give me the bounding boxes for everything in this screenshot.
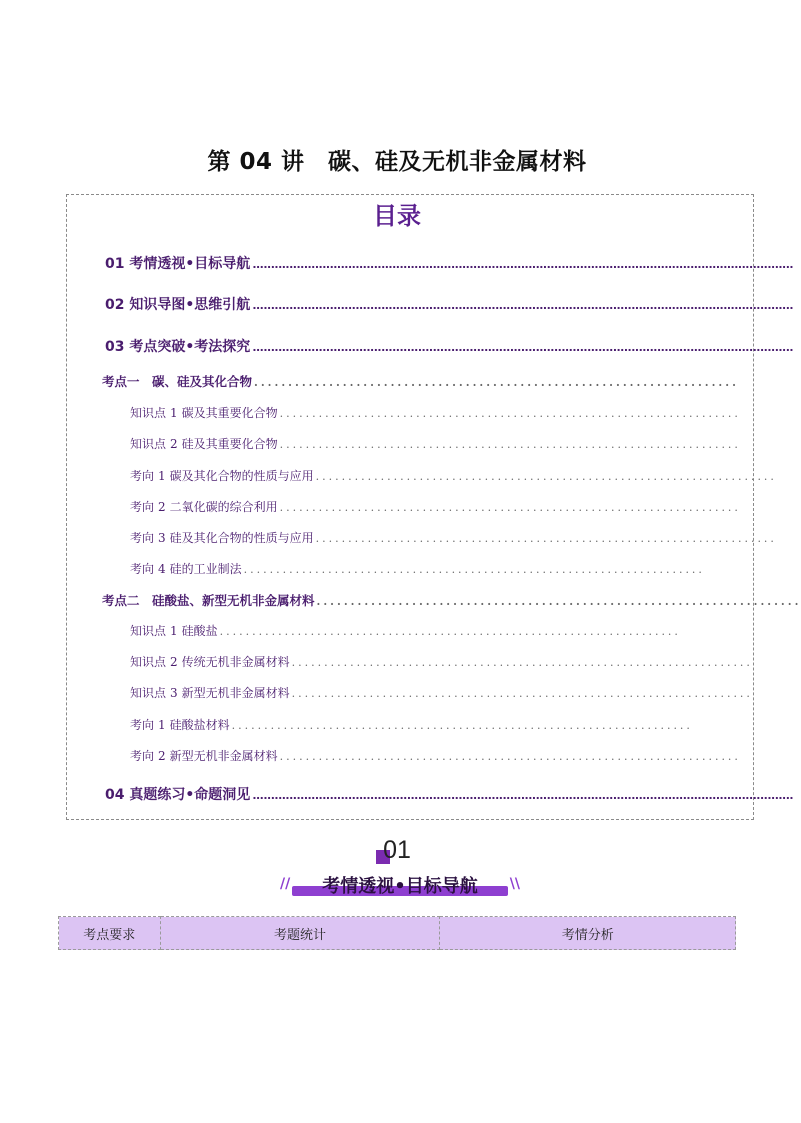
toc-item[interactable]	[130, 435, 741, 452]
banner-slash-left: //	[280, 876, 291, 892]
toc-leader-dots: ...................................................................................................................................................	[252, 258, 794, 271]
toc-item[interactable]	[130, 560, 719, 577]
toc-point-label: 考点一 碳、硅及其化合物	[102, 374, 253, 389]
toc-section-03[interactable]	[105, 336, 794, 356]
toc-item-number: 3	[158, 531, 166, 545]
toc-item-number: 2	[170, 437, 178, 451]
toc-item-number: 2	[158, 500, 166, 514]
toc-point-label: 考点二 硅酸盐、新型无机非金属材料	[102, 593, 315, 608]
toc-item-prefix: 知识点	[130, 686, 167, 700]
lesson-title: 第 04 讲 碳、硅及无机非金属材料	[207, 149, 587, 175]
toc-item-text: 硅及其化合物的性质与应用	[169, 531, 314, 545]
toc-leader-dots: .......................................................................	[254, 376, 739, 389]
toc-item-prefix: 考向	[130, 749, 155, 763]
toc-leader-dots: .......................................................................	[279, 407, 741, 420]
toc-leader-dots: ...................................................................................................................................................	[252, 299, 794, 312]
section-banner	[280, 870, 520, 900]
toc-item-prefix: 知识点	[130, 406, 167, 420]
analysis-table	[58, 916, 736, 950]
toc-item-text: 硅酸盐材料	[169, 718, 230, 732]
toc-item[interactable]	[130, 498, 741, 515]
section-number-text: 01	[383, 836, 411, 864]
toc-section-01[interactable]	[105, 253, 794, 273]
toc-item-prefix: 知识点	[130, 624, 167, 638]
toc-item[interactable]	[130, 653, 753, 670]
toc-item-text: 碳及其化合物的性质与应用	[169, 469, 314, 483]
toc-leader-dots: .......................................................................	[291, 687, 753, 700]
toc-section-label: 02 知识导图•思维引航	[105, 297, 251, 313]
toc-item-text: 传统无机非金属材料	[181, 655, 290, 669]
toc-item[interactable]	[130, 622, 719, 639]
toc-section-label: 01 考情透视•目标导航	[105, 256, 251, 272]
toc-leader-dots: .......................................................................	[243, 563, 705, 576]
toc-leader-dots: .......................................................................	[279, 501, 741, 514]
toc-section-04[interactable]	[105, 784, 794, 804]
toc-item[interactable]	[130, 747, 741, 764]
toc-leader-dots: ...................................................................................................................................................	[252, 341, 794, 354]
toc-item-number: 1	[158, 469, 166, 483]
toc-item-prefix: 考向	[130, 718, 155, 732]
toc-leader-dots: .......................................................................	[231, 719, 693, 732]
toc-leader-dots: .......................................................................	[315, 470, 777, 483]
toc-item-number: 2	[170, 655, 178, 669]
toc-item-number: 3	[170, 686, 178, 700]
toc-item-text: 硅酸盐	[181, 624, 218, 638]
toc-section-label: 04 真题练习•命题洞见	[105, 787, 251, 803]
toc-item[interactable]	[130, 404, 741, 421]
toc-point-1[interactable]	[102, 372, 739, 390]
toc-item[interactable]	[130, 684, 753, 701]
toc-section-02[interactable]	[105, 294, 794, 314]
toc-leader-dots: .......................................................................	[279, 750, 741, 763]
toc-item[interactable]	[130, 467, 777, 484]
toc-item-number: 2	[158, 749, 166, 763]
toc-point-2[interactable]	[102, 591, 801, 609]
toc-leader-dots: .......................................................................	[315, 532, 777, 545]
toc-section-label: 03 考点突破•考法探究	[105, 339, 251, 355]
toc-item-text: 二氧化碳的综合利用	[169, 500, 278, 514]
toc-leader-dots: ...................................................................................................................................................	[252, 789, 794, 802]
toc-item-number: 4	[158, 562, 166, 576]
toc-heading: 目录	[373, 202, 421, 230]
toc-leader-dots: .......................................................................	[316, 595, 801, 608]
toc-item-number: 1	[170, 624, 178, 638]
toc-item-text: 硅的工业制法	[169, 562, 242, 576]
toc-leader-dots: .......................................................................	[219, 625, 681, 638]
toc-item-text: 硅及其重要化合物	[181, 437, 278, 451]
toc-item-prefix: 考向	[130, 500, 155, 514]
toc-item-number: 1	[158, 718, 166, 732]
toc-item-prefix: 知识点	[130, 655, 167, 669]
toc-item-prefix: 考向	[130, 531, 155, 545]
table-header-cell: 考题统计	[160, 917, 440, 950]
toc-item-text: 新型无机非金属材料	[169, 749, 278, 763]
toc-item[interactable]	[130, 716, 719, 733]
toc-item[interactable]	[130, 529, 777, 546]
toc-leader-dots: .......................................................................	[291, 656, 753, 669]
toc-item-prefix: 知识点	[130, 437, 167, 451]
toc-item-number: 1	[170, 406, 178, 420]
table-header-cell: 考情分析	[440, 917, 736, 950]
section-number	[0, 836, 794, 868]
section-banner-title: 考情透视•目标导航	[322, 876, 478, 897]
banner-slash-right: \\	[509, 876, 520, 892]
toc-item-text: 碳及其重要化合物	[181, 406, 278, 420]
table-header-row	[59, 917, 736, 950]
table-header-cell: 考点要求	[59, 917, 161, 950]
toc-item-text: 新型无机非金属材料	[181, 686, 290, 700]
toc-item-prefix: 考向	[130, 562, 155, 576]
toc-leader-dots: .......................................................................	[279, 438, 741, 451]
toc-item-prefix: 考向	[130, 469, 155, 483]
